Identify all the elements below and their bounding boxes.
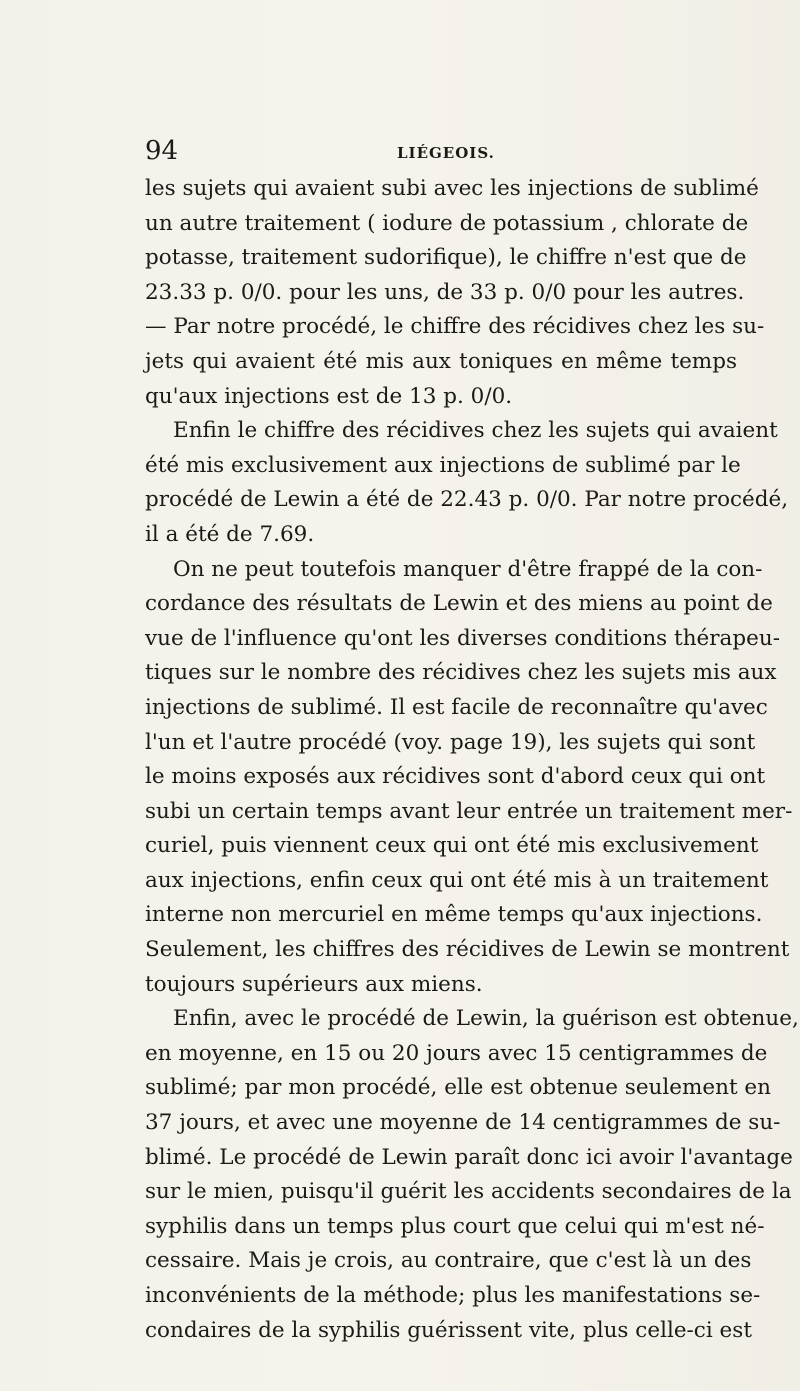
text-line: Enfin le chiffre des récidives chez les sujets qui avaient (173, 418, 778, 444)
text-line: tiques sur le nombre des récidives chez les sujets mis aux (145, 660, 777, 686)
body-text (145, 172, 799, 1348)
text-line: injections de sublimé. Il est facile de reconnaître qu'avec (145, 694, 768, 720)
text-line: vue de l'influence qu'ont les diverses conditions thérapeu- (145, 625, 780, 651)
text-line: l'un et l'autre procédé (voy. page 19), les sujets qui sont (145, 729, 756, 755)
text-line: aux injections, enfin ceux qui ont été mis à un traitement (145, 867, 769, 893)
text-line: Enfin, avec le procédé de Lewin, la guérison est obtenue, (173, 1006, 799, 1032)
page-number: 94 (145, 136, 179, 166)
text-line: les sujets qui avaient subi avec les injections de sublimé (145, 176, 759, 201)
text-line: jets qui avaient été mis aux toniques en même temps (145, 348, 737, 374)
text-line: qu'aux injections est de 13 p. 0/0. (145, 383, 513, 409)
text-line: condaires de la syphilis guérissent vite, plus celle-ci est (145, 1317, 752, 1343)
text-line: subi un certain temps avant leur entrée un traitement mer- (145, 798, 793, 824)
text-line: syphilis dans un temps plus court que celui qui m'est né- (145, 1213, 765, 1239)
text-line: cessaire. Mais je crois, au contraire, que c'est là un des (145, 1248, 752, 1274)
text-line: blimé. Le procédé de Lewin paraît donc ici avoir l'avantage (145, 1144, 793, 1170)
text-line: toujours supérieurs aux miens. (145, 971, 483, 997)
page-header (145, 136, 737, 168)
text-line: procédé de Lewin a été de 22.43 p. 0/0. Par notre procédé, (145, 487, 789, 513)
text-line: inconvénients de la méthode; plus les manifestations se- (145, 1283, 761, 1308)
text-line: il a été de 7.69. (145, 521, 315, 547)
text-line: 37 jours, et avec une moyenne de 14 centigrammes de su- (145, 1110, 781, 1136)
text-line: en moyenne, en 15 ou 20 jours avec 15 centigrammes de (145, 1040, 768, 1066)
text-line: sublimé; par mon procédé, elle est obtenue seulement en (145, 1075, 771, 1101)
text-line: cordance des résultats de Lewin et des miens au point de (145, 591, 773, 617)
text-line: été mis exclusivement aux injections de sublimé par le (145, 452, 741, 478)
text-line: 23.33 p. 0/0. pour les uns, de 33 p. 0/0 pour les autres. (145, 279, 745, 305)
text-line: potasse, traitement sudorifique), le chiffre n'est que de (145, 245, 747, 271)
text-line: — Par notre procédé, le chiffre des récidives chez les su- (145, 314, 765, 340)
text-line: interne non mercuriel en même temps qu'aux injections. (145, 902, 763, 928)
text-line: sur le mien, puisqu'il guérit les accidents secondaires de la (145, 1179, 792, 1205)
text-line: le moins exposés aux récidives sont d'abord ceux qui ont (145, 764, 766, 790)
text-line: un autre traitement ( iodure de potassium , chlorate de (145, 210, 749, 236)
text-line: Seulement, les chiffres des récidives de Lewin se montrent (145, 937, 790, 963)
text-line: On ne peut toutefois manquer d'être frappé de la con- (173, 556, 763, 582)
running-title: LIÉGEOIS. (397, 144, 495, 162)
text-line: curiel, puis viennent ceux qui ont été mis exclusivement (145, 833, 759, 859)
